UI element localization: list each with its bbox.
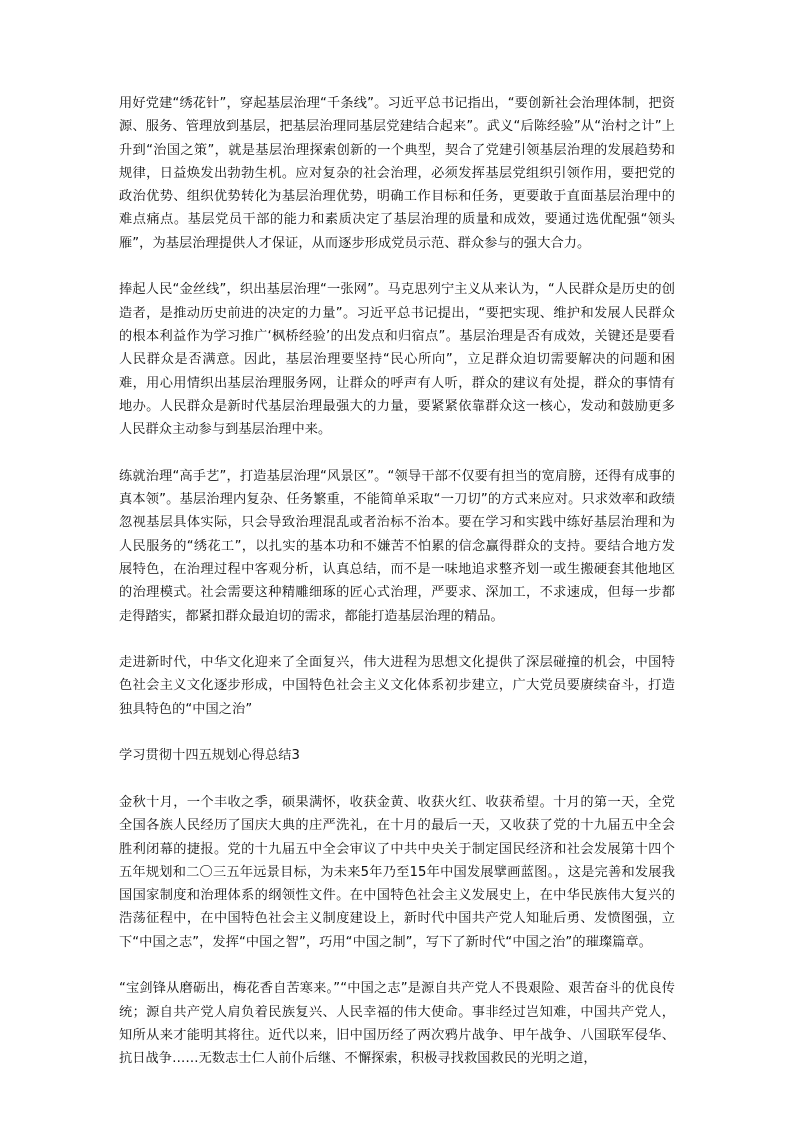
paragraph-2: 捧起人民“金丝线”，织出基层治理“一张网”。马克思列宁主义从来认为，“人民群众是历史的创造者，是推动历史前进的决定的力量”。习近平总书记提出，“要把实现、维护和发展人民群众的根本利益作为学习推广‘枫桥经验’的出发点和归宿点”。基层治理是否有成效，关键还是要看人民群众是否满意。因此，基层治理要坚持“民心所向”，立足群众迫切需要解决的问题和困难，用心用情织出基层治理服务网，让群众的呼声有人听，群众的建议有处提，群众的事情有地办。人民群众是新时代基层治理最强大的力量，要紧紧依靠群众这一核心，发动和鼓励更多人民群众主动参与到基层治理中来。 (119, 282, 675, 438)
document-page (119, 92, 675, 1070)
paragraph-5: 金秋十月，一个丰收之季，硕果满怀，收获金黄、收获火红、收获希望。十月的第一天，全党全国各族人民经历了国庆大典的庄严洗礼，在十月的最后一天，又收获了党的十九届五中全会胜利闭幕的捷报。党的十九届五中全会审议了中共中央关于制定国民经济和社会发展第十四个五年规划和二〇三五年远景目标，为未来5年乃至15年中国发展擘画蓝图。，这是完善和发展我国国家制度和治理体系的纲领性文件。在中国特色社会主义发展史上，在中华民族伟大复兴的浩荡征程中，在中国特色社会主义制度建设上，新时代中国共产党人知耻后勇、发愤图强，立下“中国之志”，发挥“中国之智”，巧用“中国之制”，写下了新时代“中国之治”的璀璨篇章。 (119, 794, 675, 950)
section-title: 学习贯彻十四五规划心得总结3 (119, 748, 300, 764)
paragraph-6: “宝剑锋从磨砺出，梅花香自苦寒来。”“中国之志”是源自共产党人不畏艰险、艰苦奋斗的优良传统；源自共产党人肩负着民族复兴、人民幸福的伟大使命。事非经过岂知难，中国共产党人，知所从来才能明其将往。近代以来，旧中国历经了两次鸦片战争、甲午战争、八国联军侵华、抗日战争……无数志士仁人前仆后继、不懈探索，积极寻找救国救民的光明之道， (119, 981, 675, 1067)
paragraph-4: 走进新时代，中华文化迎来了全面复兴，伟大进程为思想文化提供了深层碰撞的机会，中国特色社会主义文化逐步形成，中国特色社会主义文化体系初步建立，广大党员要赓续奋斗，打造独具特色的“中国之治” (119, 655, 675, 717)
paragraph-1: 用好党建“绣花针”，穿起基层治理“千条线”。习近平总书记指出，“要创新社会治理体制，把资源、服务、管理放到基层，把基层治理同基层党建结合起来”。武义“后陈经验”从“治村之计”上升到“治国之策”，就是基层治理探索创新的一个典型，契合了党建引领基层治理的发展趋势和规律，日益焕发出勃勃生机。应对复杂的社会治理，必须发挥基层党组织引领作用，要把党的政治优势、组织优势转化为基层治理优势，明确工作目标和任务，更要敢于直面基层治理中的难点痛点。基层党员干部的能力和素质决定了基层治理的质量和成效，要通过选优配强“领头雁”，为基层治理提供人才保证，从而逐步形成党员示范、群众参与的强大合力。 (119, 96, 675, 251)
paragraph-3: 练就治理“高手艺”，打造基层治理“风景区”。“领导干部不仅要有担当的宽肩膀，还得有成事的真本领”。基层治理内复杂、任务繁重，不能简单采取“一刀切”的方式来应对。只求效率和政绩忽视基层具体实际，只会导致治理混乱或者治标不治本。要在学习和实践中练好基层治理和为人民服务的“绣花工”，以扎实的基本功和不嫌苦不怕累的信念赢得群众的支持。要结合地方发展特色，在治理过程中客观分析，认真总结，而不是一味地追求整齐划一或生搬硬套其他地区的治理模式。社会需要这种精雕细琢的匠心式治理，严要求、深加工，不求速成，但每一步都走得踏实，都紧扣群众最迫切的需求，都能打造基层治理的精品。 (119, 468, 675, 624)
